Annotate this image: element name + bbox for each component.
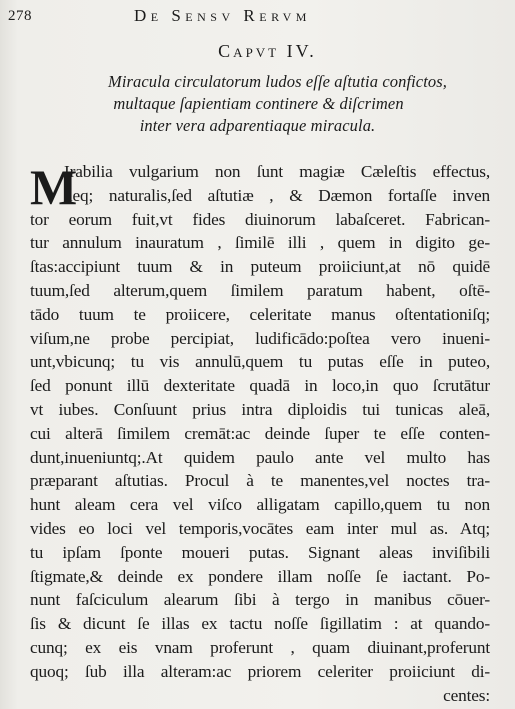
text-line: ſis & dicunt ſe illas ex tactu noſſe ſigillatim : at quando- <box>30 614 490 634</box>
text-line: tuum,ſed alterum,quem ſimilem paratum habent, oſtē- <box>30 280 490 300</box>
text-line: præparant aſtutias. Procul à te manentes,vel noctes tra- <box>30 471 490 491</box>
chapter-heading: Capvt IV. <box>218 41 317 61</box>
text-line: ſtigmate,& deinde ex pondere illam noſſe ſe iactant. Po- <box>30 566 490 586</box>
text-line: neq; naturalis,ſed aſtutiæ , & Dæmon fortaſſe inven <box>64 185 490 205</box>
chapter-summary-line: inter vera adparentiaque miracula. <box>139 116 376 135</box>
text-line: viſum,ne probe percipiat, ludificādo:poſtea vero inueni- <box>30 328 490 348</box>
text-line: vides eo loci vel temporis,vocātes eam inter mul as. Atq; <box>30 518 490 538</box>
text-line: Irabilia vulgarium non ſunt magiæ Cæleſtis effectus, <box>64 162 490 181</box>
running-head <box>8 5 501 27</box>
text-line: dunt,inueniuntq;.At quidem paulo ante vel multo has <box>30 447 490 467</box>
text-line: centes: <box>443 685 490 705</box>
text-line: tor eorum fuit,vt fides diuinorum labaſceret. Fabrican- <box>30 209 490 229</box>
body-text <box>30 160 490 707</box>
text-line: tādo tuum te proiicere, celeritate manus oſtentationiſq; <box>30 304 490 324</box>
text-line: cui alterā ſimilem cremāt:ac deinde ſuper te eſſe conten- <box>30 423 490 443</box>
text-line: ſed ponunt illū dexteritate quadā in loco,in quo ſcrutātur <box>30 376 490 396</box>
chapter-summary-line: Miracula circulatorum ludos eſſe aſtutia confictos, <box>107 72 448 91</box>
text-line: tur annulum inauratum , ſimilē illi , quem in digito ge- <box>30 233 490 253</box>
text-line: nunt faſciculum alearum ſibi à tergo in manibus cōuer- <box>30 590 490 610</box>
running-title: De Sensv Rervm <box>134 6 311 25</box>
text-line: ſtas:accipiunt tuum & in puteum proiiciunt,at nō quidē <box>30 257 490 277</box>
chapter-summary-line: multaque ſapientiam continere & diſcrimen <box>113 94 404 113</box>
text-line: cunq; ex eis vnam proferunt , quam diuinant,proferunt <box>30 637 490 657</box>
drop-cap: M <box>30 159 78 215</box>
page-number: 278 <box>8 8 32 24</box>
text-line: hunt aleam cera vel viſco alligatam capillo,quem tu non <box>30 495 490 515</box>
text-line: vt iubes. Conſuunt prius intra diploidis tui tunicas aleā, <box>30 399 490 419</box>
text-line: tu ipſam ſponte moueri putas. Signant aleas inviſibili <box>30 542 490 562</box>
text-line: quoq; ſub illa alteram:ac priorem celeriter proiiciunt di- <box>30 661 490 681</box>
text-line: unt,vbicunq; tu vis annulū,quem tu putas eſſe in puteo, <box>30 352 490 372</box>
